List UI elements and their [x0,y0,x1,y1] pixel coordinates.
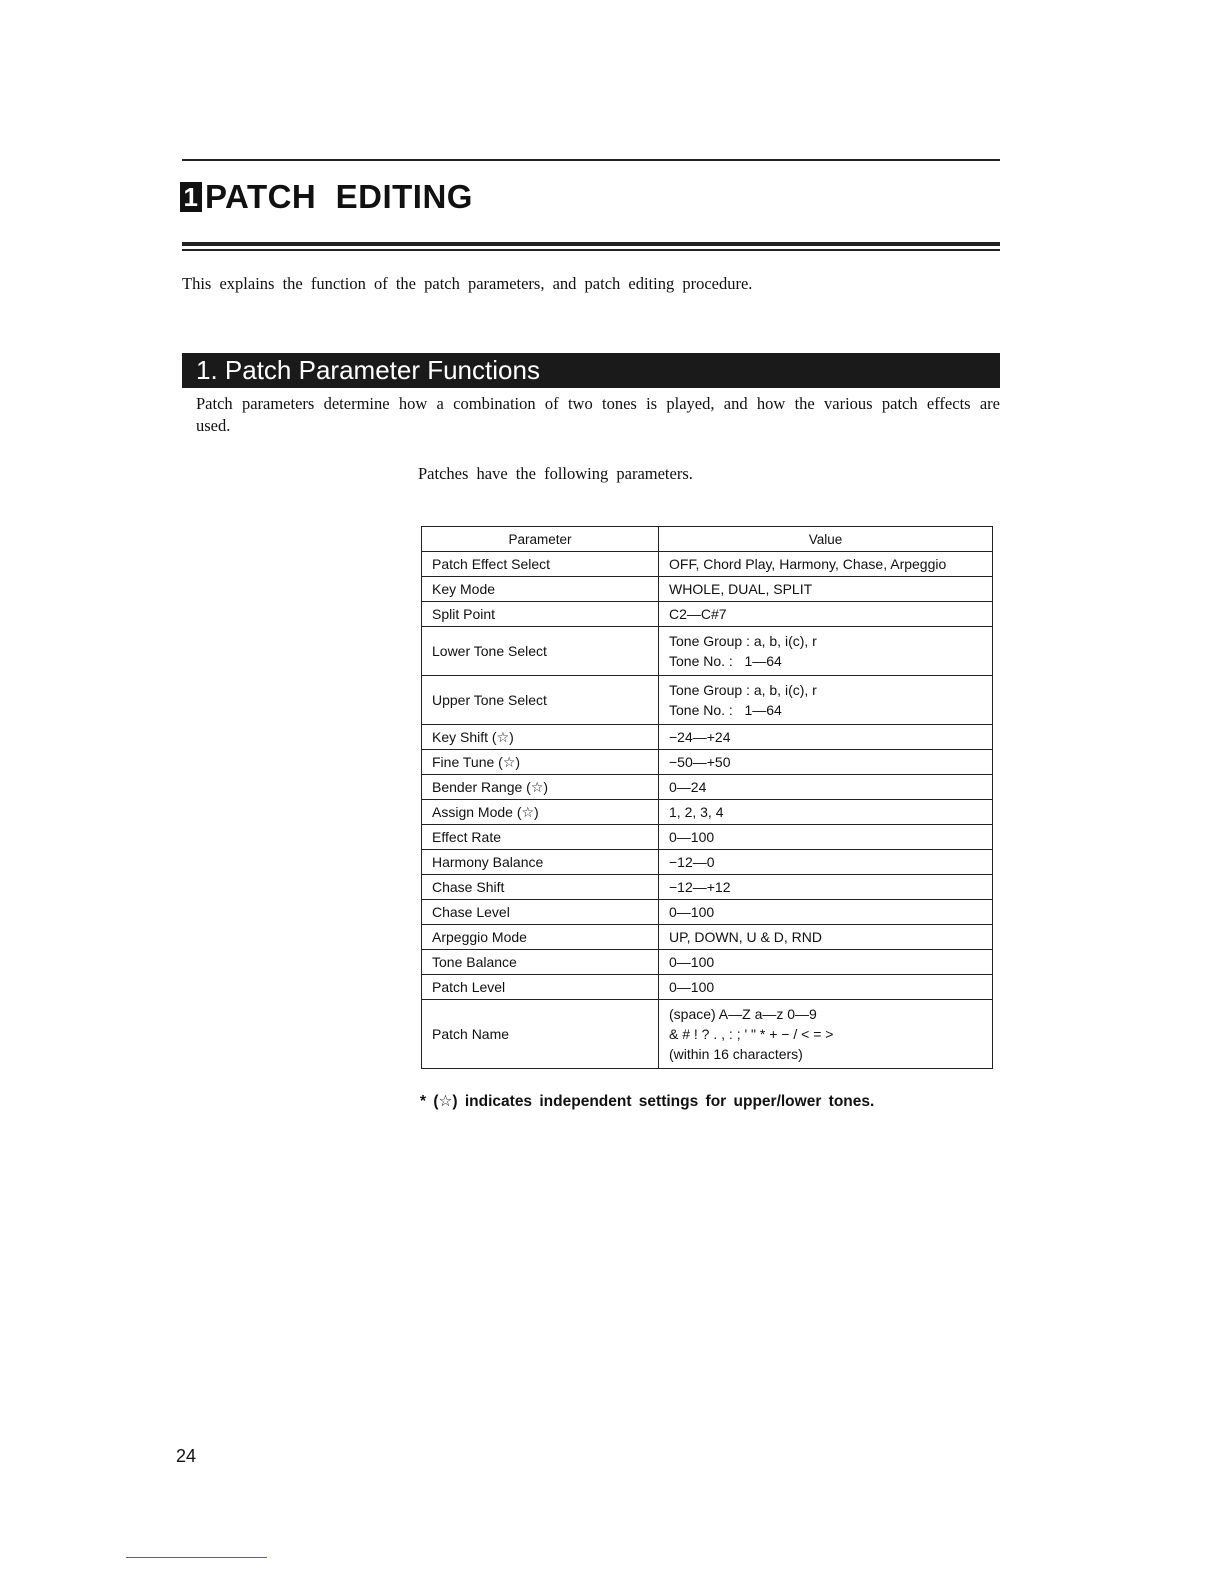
value-line: (space) A—Z a—z 0—9 [669,1006,817,1022]
table-row [422,750,993,775]
page-number: 24 [176,1446,197,1466]
value-line: −12—0 [669,854,715,870]
value-line: WHOLE, DUAL, SPLIT [669,581,813,597]
value-cell [659,975,993,1000]
top-rule [182,159,1000,161]
value-line: 0—100 [669,829,715,845]
parameter-cell: Patch Level [422,975,659,1000]
value-line: −24—+24 [669,729,731,745]
header-parameter: Parameter [422,527,659,552]
heading-rule-thick [182,242,1000,246]
value-cell [659,775,993,800]
table-row [422,850,993,875]
parameter-cell: Fine Tune (☆) [422,750,659,775]
table-row [422,900,993,925]
parameter-cell: Patch Effect Select [422,552,659,577]
value-cell [659,850,993,875]
table-row [422,577,993,602]
value-cell [659,875,993,900]
bottom-line [126,1557,267,1558]
chapter-title: PATCH EDITING [205,178,473,215]
table-row [422,800,993,825]
value-cell [659,1000,993,1069]
parameter-cell: Arpeggio Mode [422,925,659,950]
parameter-cell: Key Mode [422,577,659,602]
table-row [422,552,993,577]
parameter-cell: Bender Range (☆) [422,775,659,800]
parameter-cell: Key Shift (☆) [422,725,659,750]
value-cell [659,602,993,627]
table-row [422,602,993,627]
table-row [422,875,993,900]
value-cell [659,552,993,577]
table-row [422,975,993,1000]
value-cell [659,925,993,950]
value-line: Tone No. : 1—64 [669,702,782,718]
value-cell [659,800,993,825]
value-cell [659,627,993,676]
parameter-cell: Chase Level [422,900,659,925]
table-row [422,725,993,750]
value-cell [659,577,993,602]
table-row [422,627,993,676]
section-title-bar: 1. Patch Parameter Functions [182,353,1000,388]
value-cell [659,950,993,975]
value-line: 1, 2, 3, 4 [669,804,724,820]
value-line: UP, DOWN, U & D, RND [669,929,822,945]
value-line: Tone Group : a, b, i(c), r [669,682,817,698]
value-line: 0—100 [669,904,715,920]
value-line: 0—100 [669,954,715,970]
value-line: −50—+50 [669,754,731,770]
parameter-cell: Patch Name [422,1000,659,1069]
value-line: C2—C#7 [669,606,727,622]
parameter-cell: Split Point [422,602,659,627]
patch-parameter-table [421,526,993,1069]
parameter-cell: Tone Balance [422,950,659,975]
section-description: Patch parameters determine how a combination of two tones is played, and how the various patch effects are used. [196,394,1000,435]
value-line: (within 16 characters) [669,1046,803,1062]
parameter-cell: Effect Rate [422,825,659,850]
table-row [422,775,993,800]
intro-text: This explains the function of the patch parameters, and patch editing procedure. [182,274,753,293]
footnote: * (☆) indicates independent settings for upper/lower tones. [420,1093,875,1110]
value-line: 0—100 [669,979,715,995]
value-cell [659,725,993,750]
value-line: −12—+12 [669,879,731,895]
value-line: 0—24 [669,779,707,795]
table-intro: Patches have the following parameters. [418,464,693,483]
heading-rule-thin [182,249,1000,251]
parameter-cell: Chase Shift [422,875,659,900]
chapter-number-badge: 1 [180,182,202,212]
table-row [422,950,993,975]
table-row [422,825,993,850]
parameter-cell: Upper Tone Select [422,676,659,725]
table-row [422,676,993,725]
table-row [422,1000,993,1069]
value-cell [659,676,993,725]
parameter-cell: Assign Mode (☆) [422,800,659,825]
value-line: OFF, Chord Play, Harmony, Chase, Arpeggio [669,556,947,572]
parameter-cell: Harmony Balance [422,850,659,875]
value-cell [659,900,993,925]
value-line: Tone No. : 1—64 [669,653,782,669]
table-row [422,925,993,950]
value-cell [659,825,993,850]
header-value: Value [659,527,993,552]
chapter-heading [180,178,473,216]
value-cell [659,750,993,775]
parameter-cell: Lower Tone Select [422,627,659,676]
value-line: Tone Group : a, b, i(c), r [669,633,817,649]
value-line: & # ! ? . , : ; ' " * + − / < = > [669,1026,834,1042]
